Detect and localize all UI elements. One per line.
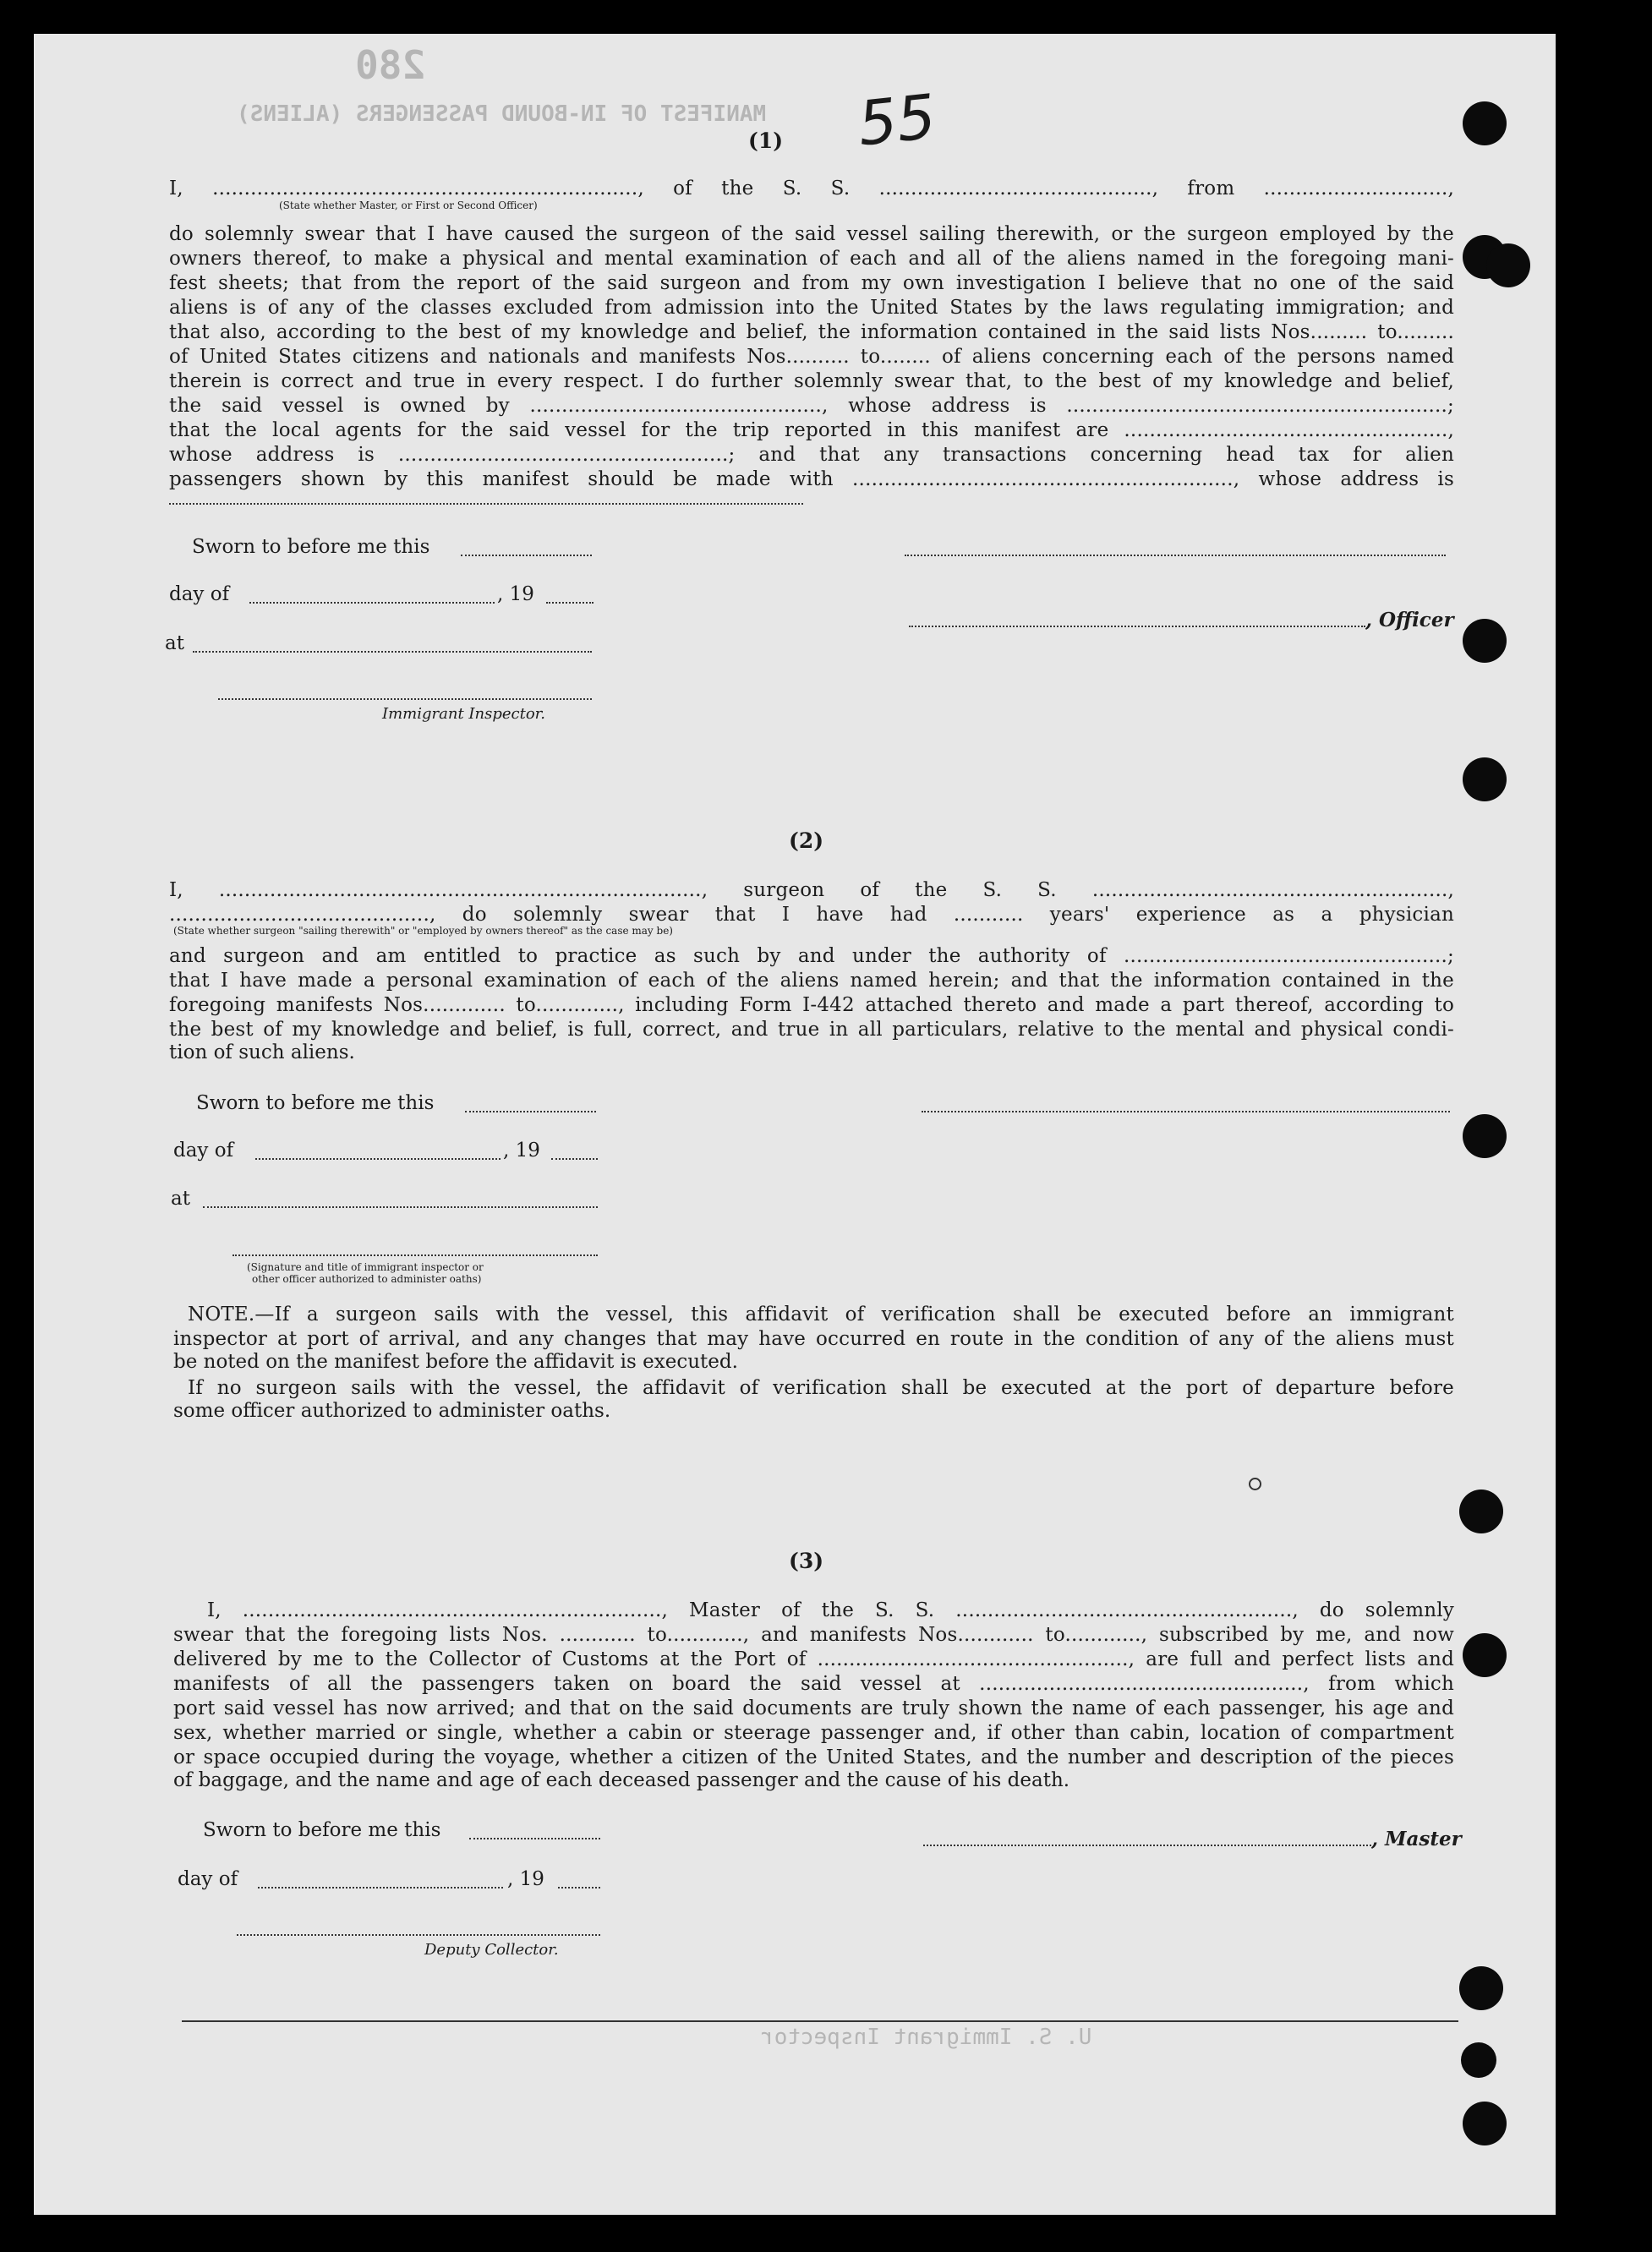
section1-line: the said vessel is owned by .............................................., whose address is ............................................................; (169, 395, 1454, 417)
sworn-date-field-1[interactable] (461, 555, 592, 556)
section2-line: that I have made a personal examination of each of the aliens named herein; and that the information contained in the (169, 970, 1454, 992)
section1-line: aliens is of any of the classes excluded from admission into the United States by the laws regulating immigration; and (169, 297, 1454, 319)
address-continuation-line[interactable] (169, 503, 803, 505)
bleed-through-title: MANIFEST OF IN-BOUND PASSENGERS (ALIENS) (237, 101, 767, 127)
punch-hole (1459, 1489, 1503, 1533)
section1-line: therein is correct and true in every respect. I do further solemnly swear that, to the best of my knowledge and belief, (169, 370, 1454, 392)
day-of-field-1[interactable] (249, 602, 495, 604)
immigrant-inspector-label: Immigrant Inspector. (382, 705, 546, 723)
sworn-date-field-2[interactable] (465, 1111, 596, 1112)
section1-line: fest sheets; that from the report of the said surgeon and from my own investigation I believe that no one of the said (169, 272, 1454, 294)
year-field-1[interactable] (546, 602, 594, 604)
year-field-3[interactable] (558, 1887, 600, 1889)
surgeon-signature-field[interactable] (922, 1111, 1450, 1112)
deputy-signature-field[interactable] (237, 1934, 600, 1936)
punch-hole (1463, 619, 1507, 663)
section3-line: or space occupied during the voyage, whether a citizen of the United States, and the number and description of the pieces (173, 1746, 1454, 1768)
master-signature-field[interactable] (923, 1845, 1371, 1846)
day-of-field-3[interactable] (258, 1887, 503, 1889)
section1-line: I, ..................................................................., of the S. S. ..........................................., from ............................., (169, 178, 1454, 200)
sworn-label-1: Sworn to before me this (192, 536, 430, 558)
bottom-rule (182, 2020, 1458, 2022)
section2-state-note: (State whether surgeon "sailing therewith" or "employed by owners thereof" as the case may be) (173, 925, 673, 937)
year-label-2: , 19 (503, 1140, 540, 1162)
section3-line: sex, whether married or single, whether a cabin or steerage passenger and, if other than cabin, location of compartment (173, 1722, 1454, 1744)
master-label: , Master (1371, 1828, 1462, 1850)
section1-line: whose address is ....................................................; and that any transactions concerning head tax for alien (169, 444, 1454, 466)
section-number-2: (2) (789, 828, 824, 853)
signature-note-line-1: (Signature and title of immigrant inspector or (247, 1261, 484, 1273)
sworn-label-2: Sworn to before me this (196, 1092, 435, 1114)
section3-line: manifests of all the passengers taken on board the said vessel at ..................................................., from which (173, 1673, 1454, 1695)
section2-line: tion of such aliens. (169, 1041, 355, 1063)
day-of-label-1: day of (169, 583, 230, 605)
punch-hole (1463, 757, 1507, 801)
section1-line: that also, according to the best of my knowledge and belief, the information contained in the said lists Nos......... to......... (169, 321, 1454, 343)
day-of-field-2[interactable] (255, 1158, 501, 1160)
day-of-label-2: day of (173, 1140, 234, 1162)
section1-line: do solemnly swear that I have caused the surgeon of the said vessel sailing therewith, or the surgeon employed by the (169, 223, 1454, 245)
section1-line: owners thereof, to make a physical and mental examination of each and all of the aliens named in the foregoing mani- (169, 248, 1454, 270)
section3-line: swear that the foregoing lists Nos. ............ to............, and manifests Nos............ to............, subscribed by me, and now (173, 1624, 1454, 1646)
officer-signature-field-2[interactable] (232, 1254, 598, 1256)
note-line: some officer authorized to administer oaths. (173, 1400, 611, 1422)
section3-line: port said vessel has now arrived; and that on the said documents are truly shown the name of each passenger, his age and (173, 1697, 1454, 1719)
bleed-through-number: 280 (355, 42, 426, 88)
signature-note-line-2: other officer authorized to administer oaths) (252, 1273, 482, 1285)
deputy-collector-label: Deputy Collector. (424, 1941, 559, 1959)
note-line: If no surgeon sails with the vessel, the affidavit of verification shall be executed at the port of departure before (188, 1377, 1454, 1399)
punch-hole (1463, 2102, 1507, 2145)
punch-hole (1461, 2042, 1496, 2078)
sworn-date-field-3[interactable] (469, 1838, 600, 1839)
note-line: NOTE.—If a surgeon sails with the vessel, this affidavit of verification shall be executed before an immigrant (188, 1304, 1454, 1326)
at-field-2[interactable] (203, 1206, 598, 1208)
year-label-1: , 19 (497, 583, 534, 605)
section1-line: that the local agents for the said vessel for the trip reported in this manifest are ..................................................., (169, 419, 1454, 441)
section-number-1: (1) (748, 128, 784, 153)
section2-line: foregoing manifests Nos............. to............., including Form I-442 attached thereto and made a part thereof, according to (169, 994, 1454, 1016)
section3-line: I, .................................................................., Master of the S. S. ....................................................., do solemnly (207, 1599, 1454, 1621)
section2-line: I, ............................................................................, surgeon of the S. S. ........................................................, (169, 879, 1454, 901)
punch-hole (1486, 243, 1530, 287)
punch-hole (1463, 101, 1507, 145)
signature-field-1[interactable] (905, 555, 1446, 556)
section2-line: ........................................., do solemnly swear that I have had ........... years' experience as a physician (169, 904, 1454, 926)
section1-state-note: (State whether Master, or First or Second Officer) (279, 200, 538, 211)
section2-line: and surgeon and am entitled to practice as such by and under the authority of ...................................................; (169, 945, 1454, 967)
at-field-1[interactable] (193, 651, 592, 653)
small-circle-mark (1249, 1478, 1261, 1490)
at-label-2: at (171, 1188, 190, 1210)
year-label-3: , 19 (507, 1868, 544, 1890)
sworn-label-3: Sworn to before me this (203, 1819, 441, 1841)
section1-line: passengers shown by this manifest should be made with ............................................................, whose address is (169, 468, 1454, 490)
inspector-signature-field[interactable] (218, 698, 592, 700)
officer-field[interactable] (909, 626, 1365, 627)
punch-hole (1463, 1633, 1507, 1677)
section3-line: delivered by me to the Collector of Customs at the Port of ................................................., are full and perfect lists and (173, 1648, 1454, 1670)
officer-label: , Officer (1365, 609, 1454, 631)
year-field-2[interactable] (551, 1158, 598, 1160)
section3-line: of baggage, and the name and age of each deceased passenger and the cause of his death. (173, 1769, 1070, 1791)
at-label-1: at (165, 632, 184, 654)
punch-hole (1459, 1966, 1503, 2010)
section-number-3: (3) (789, 1549, 824, 1573)
manifest-page (34, 34, 1556, 2215)
punch-hole (1463, 1114, 1507, 1158)
day-of-label-3: day of (178, 1868, 238, 1890)
section2-line: the best of my knowledge and belief, is full, correct, and true in all particulars, relative to the mental and physical condi- (169, 1019, 1454, 1041)
handwritten-page-number: 55 (854, 80, 939, 160)
bleed-through-footer: U. S. Immigrant Inspector (761, 2025, 1092, 2050)
note-line: be noted on the manifest before the affidavit is executed. (173, 1351, 738, 1373)
section1-line: of United States citizens and nationals and manifests Nos.......... to........ of aliens concerning each of the persons named (169, 346, 1454, 368)
note-line: inspector at port of arrival, and any changes that may have occurred en route in the condition of any of the aliens must (173, 1328, 1454, 1350)
